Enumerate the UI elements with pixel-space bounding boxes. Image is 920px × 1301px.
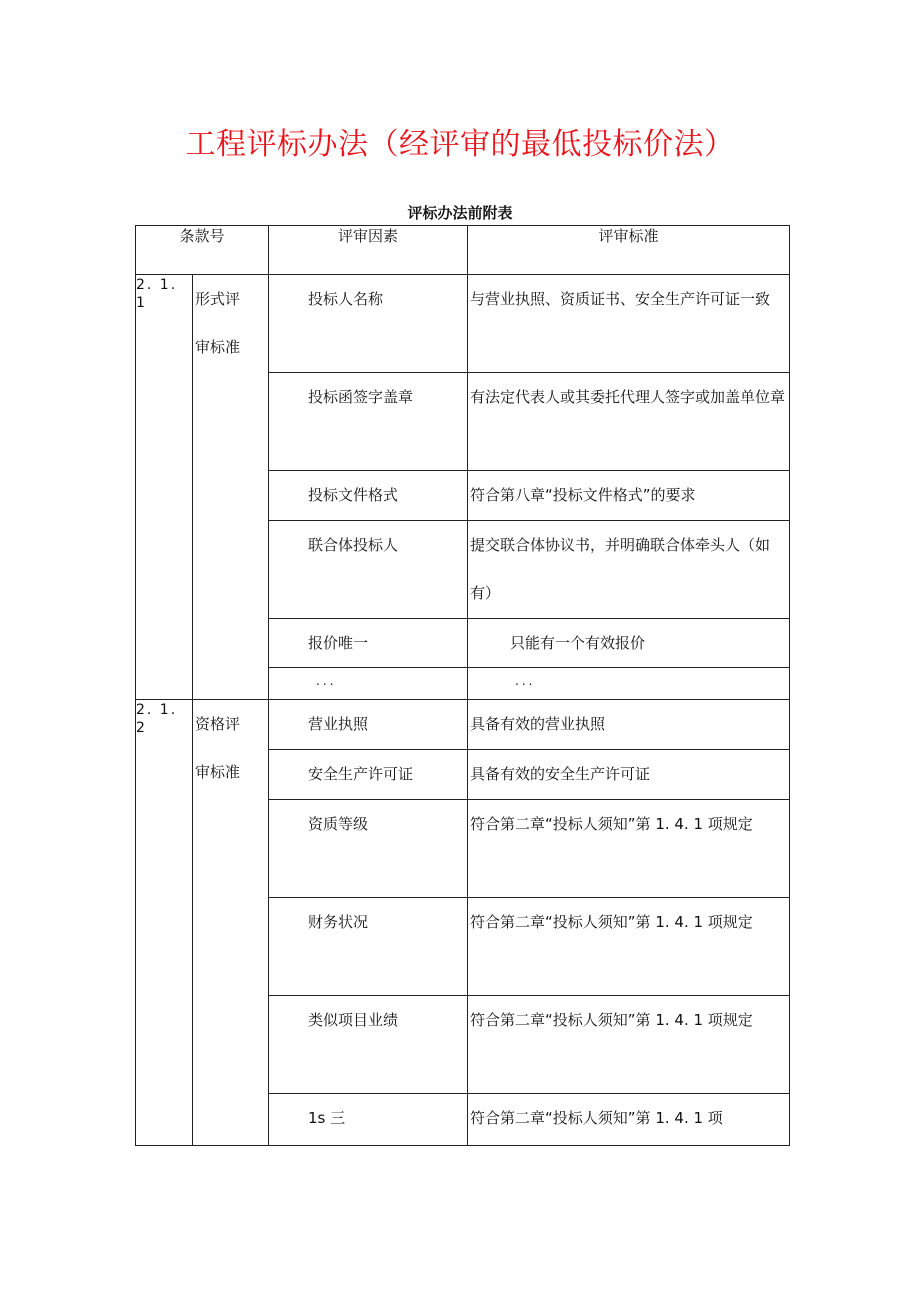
factor-cell (269, 471, 468, 521)
section-name-line2: 审标准 (195, 338, 241, 356)
table-header-row (136, 226, 790, 275)
standard-cell (468, 800, 790, 898)
standard-cell (468, 668, 790, 700)
standard-cell (468, 373, 790, 471)
table-row (136, 275, 790, 373)
standard-text: 符合第二章“投标人须知”第 1. 4. 1 项规定 (470, 815, 753, 833)
factor-cell (269, 700, 468, 750)
factor-text: 资质等级 (308, 815, 369, 833)
standard-cell (468, 898, 790, 996)
clause-number: 2. 1. 2 (136, 702, 178, 736)
standard-cell (468, 996, 790, 1094)
factor-cell (269, 275, 468, 373)
section-name-line2: 审标准 (195, 763, 241, 781)
factor-cell (269, 898, 468, 996)
standard-cell (468, 619, 790, 668)
evaluation-appendix-table (135, 225, 790, 1146)
factor-text: 类似项目业绩 (308, 1011, 399, 1029)
section-name-line1: 资格评 (195, 715, 241, 733)
standard-cell (468, 1094, 790, 1146)
factor-text: 投标人名称 (308, 290, 384, 308)
factor-cell (269, 668, 468, 700)
factor-text: 1s 三 (308, 1109, 346, 1127)
section-name-line1: 形式评 (195, 290, 241, 308)
table-row (136, 700, 790, 750)
standard-text: 提交联合体协议书，并明确联合体牵头人（如有） (470, 536, 771, 602)
header-standard: 评审标准 (468, 226, 790, 275)
clause-number-cell (136, 275, 193, 700)
standard-text: 符合第二章“投标人须知”第 1. 4. 1 项 (470, 1109, 723, 1127)
standard-text: 具备有效的安全生产许可证 (470, 765, 651, 783)
factor-text: 投标函签字盖章 (308, 388, 414, 406)
factor-text: 联合体投标人 (308, 536, 399, 554)
factor-cell (269, 1094, 468, 1146)
clause-number-cell (136, 700, 193, 1146)
standard-text: 符合第二章“投标人须知”第 1. 4. 1 项规定 (470, 913, 753, 931)
factor-text: ... (316, 674, 337, 688)
section-name-cell (193, 275, 269, 700)
standard-text: 只能有一个有效报价 (510, 634, 646, 652)
table-caption: 评标办法前附表 (407, 204, 513, 222)
standard-text: 符合第二章“投标人须知”第 1. 4. 1 项规定 (470, 1011, 753, 1029)
factor-text: 财务状况 (308, 913, 369, 931)
standard-cell (468, 700, 790, 750)
factor-cell (269, 619, 468, 668)
standard-text: 与营业执照、资质证书、安全生产许可证一致 (470, 290, 771, 308)
section-name-cell (193, 700, 269, 1146)
document-title: 工程评标办法（经评审的最低投标价法） (185, 127, 735, 162)
standard-cell (468, 521, 790, 619)
factor-cell (269, 800, 468, 898)
factor-cell (269, 750, 468, 800)
factor-cell (269, 996, 468, 1094)
standard-text: ... (515, 674, 536, 688)
factor-text: 投标文件格式 (308, 486, 399, 504)
standard-cell (468, 750, 790, 800)
standard-cell (468, 275, 790, 373)
standard-cell (468, 471, 790, 521)
factor-cell (269, 373, 468, 471)
factor-text: 安全生产许可证 (308, 765, 414, 783)
standard-text: 具备有效的营业执照 (470, 715, 606, 733)
header-clause: 条款号 (136, 226, 269, 275)
clause-number: 2. 1. 1 (136, 277, 178, 311)
factor-cell (269, 521, 468, 619)
standard-text: 有法定代表人或其委托代理人签字或加盖单位章 (470, 388, 786, 406)
factor-text: 报价唯一 (308, 634, 369, 652)
header-factor: 评审因素 (269, 226, 468, 275)
factor-text: 营业执照 (308, 715, 369, 733)
standard-text: 符合第八章“投标文件格式”的要求 (470, 486, 696, 504)
